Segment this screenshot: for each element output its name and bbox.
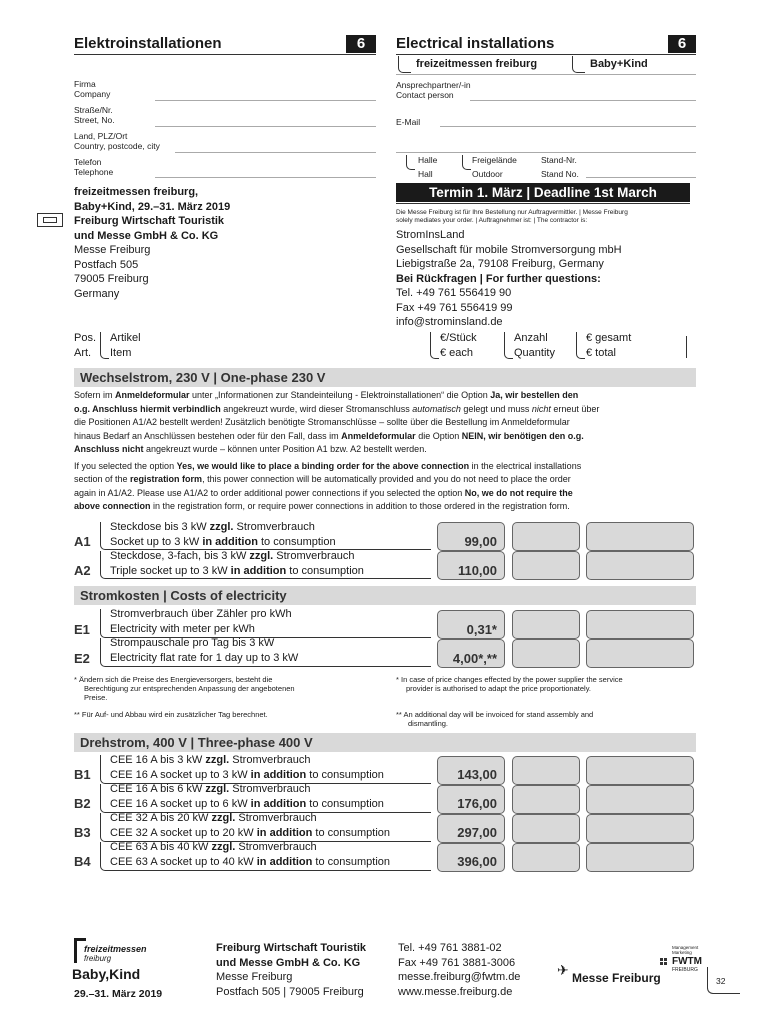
fwtm-tagline: Management Marketing — [672, 945, 699, 955]
checkbox-freizeitmessen-label: freizeitmessen freiburg — [416, 58, 538, 70]
checkbox-babykind[interactable] — [572, 56, 585, 73]
title-de: Elektroinstallationen — [74, 35, 222, 52]
deadline-banner: Termin 1. März | Deadline 1st March — [396, 183, 690, 202]
col-price: €/Stück € each — [440, 332, 477, 359]
quantity-input[interactable] — [512, 639, 580, 668]
row-price: 297,00 — [457, 825, 497, 840]
row-code: B1 — [74, 767, 91, 782]
label-hall: Halle Hall — [418, 155, 438, 179]
row-description: Strompauschale pro Tag bis 3 kW Electricity flat rate for 1 day up to 3 kW — [110, 637, 299, 664]
babykind-logo: Baby,Kind — [72, 966, 141, 982]
row-price: 143,00 — [457, 767, 497, 782]
row-description: Steckdose, 3-fach, bis 3 kW zzgl. Stromverbrauch Triple socket up to 3 kW in addition to consumption — [110, 550, 364, 577]
row-code: A2 — [74, 563, 91, 578]
footnotes-en: * In case of price changes effected by the power supplier the service provider is authorised to adapt the price proportionately. ** An additional day will be invoiced for stand assembly and dismantling. — [396, 675, 623, 728]
page-number: 32 — [716, 976, 726, 986]
header-rule-right — [396, 54, 696, 55]
footer-website-link[interactable]: www.messe.freiburg.de — [398, 985, 513, 998]
col-total: € gesamt € total — [586, 332, 632, 359]
label-firma: Firma Company — [74, 79, 111, 99]
row-description: Stromverbrauch über Zähler pro kWh Electricity with meter per kWh — [110, 608, 292, 635]
col-sep-price — [430, 332, 439, 359]
quantity-input[interactable] — [512, 756, 580, 785]
footer-email-link[interactable]: messe.freiburg@fwtm.de — [398, 971, 521, 983]
col-quantity: Anzahl Quantity — [514, 332, 555, 359]
field-stand-no[interactable] — [586, 177, 696, 178]
quantity-input[interactable] — [512, 785, 580, 814]
row-code: E1 — [74, 622, 90, 637]
total-input[interactable] — [586, 639, 694, 668]
label-stand-no: Stand-Nr. Stand No. — [541, 155, 579, 179]
checkbox-hall[interactable] — [406, 155, 415, 170]
fwtm-grid-icon — [660, 958, 668, 966]
contractor-address: StromInsLand Gesellschaft für mobile Stromversorgung mbH Liebigstraße 2a, 79108 Freiburg, Germany Bei Rückfragen | For further questions: Tel. +49 761 556419 90 Fax +49 761 556419 99 info@strominsland.de — [396, 229, 622, 328]
section-one-phase: Wechselstrom, 230 V | One-phase 230 V — [74, 368, 696, 387]
col-end — [686, 336, 687, 358]
total-input[interactable] — [586, 814, 694, 843]
label-contact: Ansprechpartner/-in Contact person — [396, 80, 471, 100]
checkbox-babykind-label: Baby+Kind — [590, 58, 648, 70]
row-description: CEE 16 A bis 6 kW zzgl. Stromverbrauch CEE 16 A socket up to 6 kW in addition to consumption — [110, 783, 384, 810]
row-price: 0,31* — [466, 622, 497, 637]
row-description: Steckdose bis 3 kW zzgl. Stromverbrauch Socket up to 3 kW in addition to consumption — [110, 521, 336, 548]
row-price: 396,00 — [457, 854, 497, 869]
contractor-note: Die Messe Freiburg ist für Ihre Bestellung nur Auftragvermittler. | Messe Freiburg solely mediates your order. | Auftragnehmer ist: | The contractor is: — [396, 209, 628, 224]
quantity-input[interactable] — [512, 843, 580, 872]
row-price: 110,00 — [457, 563, 497, 578]
deadline-rule — [396, 203, 690, 204]
messe-bird-icon: ✈ — [557, 962, 569, 978]
checkbox-outdoor[interactable] — [462, 155, 471, 170]
label-telephone: Telefon Telephone — [74, 157, 114, 177]
row-description: CEE 63 A bis 40 kW zzgl. Stromverbrauch CEE 63 A socket up to 40 kW in addition to consumption — [110, 841, 391, 868]
total-input[interactable] — [586, 756, 694, 785]
footnotes-de: * Ändern sich die Preise des Energieversorgers, besteht die Berechtigung zur entsprechenden Anpassung der angebotenen Preise. ** Für Auf- und Abbau wird ein zusätzlicher Tag berechnet. — [74, 675, 295, 719]
footer-contact: Tel. +49 761 3881-02 Fax +49 761 3881-3006 messe.freiburg@fwtm.de www.messe.freiburg.de — [398, 942, 521, 998]
footer-address: Freiburg Wirtschaft Touristik und Messe GmbH & Co. KG Messe Freiburg Postfach 505 | 79005 Freiburg — [216, 942, 367, 998]
total-input[interactable] — [586, 522, 694, 551]
row-description: CEE 16 A bis 3 kW zzgl. Stromverbrauch CEE 16 A socket up to 3 kW in addition to consumption — [110, 754, 384, 781]
col-sep-quantity — [504, 332, 513, 359]
row-code: E2 — [74, 651, 90, 666]
checkbox-freizeitmessen[interactable] — [398, 56, 411, 73]
section-electricity-costs: Stromkosten | Costs of electricity — [74, 586, 696, 605]
address-left: freizeitmessen freiburg, Baby+Kind, 29.–31. März 2019 Freiburg Wirtschaft Touristik und Messe GmbH & Co. KG Messe Freiburg Postfach 505 79005 Freiburg Germany — [74, 186, 231, 300]
header-rule-left — [74, 54, 376, 55]
col-sep-item — [100, 332, 109, 359]
quantity-input[interactable] — [512, 551, 580, 580]
field-company[interactable] — [155, 100, 376, 101]
section-number-right: 6 — [668, 35, 696, 53]
section-number-left: 6 — [346, 35, 376, 53]
label-street: Straße/Nr. Street, No. — [74, 105, 115, 125]
label-email: E-Mail — [396, 117, 421, 127]
notice-text: Sofern im Anmeldeformular unter „Informationen zur Standeinteilung - Elektroinstallationen“ die Option Ja, wir bestellen den o.g. Anschluss hiermit verbindlich angekreuzt wurde, wird dieser Stromanschluss automatisch gelegt und muss nicht erneut über die Positionen A1/A2 bestellt werden! Zusätzlich benötigte Stromanschlüsse – sollte über die Bestellung im Anmeldeformular hinaus Bedarf an Anschlüssen bestehen oder für den Fall, dass im Anmeldeformular die Option NEIN, wir benötigen den o.g. Anschluss nicht angekreuzt wurde – können unter Position A1 bzw. A2 bestellt werden. If you selected the option Yes, we would like to place a binding order for the above connection in the electrical installations section of the registration form, this power connection will be automatically provided and you do not need to place the order again in A1/A2. Please use A1/A2 to order additional power connections if you selected the option No, we do not require the above connection in the registration form, or require power connections in addition to those ordered in the registration form. — [74, 390, 600, 511]
fwtm-sub: FREIBURG — [672, 967, 698, 973]
footer-dates: 29.–31. März 2019 — [74, 988, 163, 1000]
field-telephone[interactable] — [155, 177, 376, 178]
quantity-input[interactable] — [512, 610, 580, 639]
row-description: CEE 32 A bis 20 kW zzgl. Stromverbrauch CEE 32 A socket up to 20 kW in addition to consumption — [110, 812, 391, 839]
label-outdoor: Freigelände Outdoor — [472, 155, 517, 179]
total-input[interactable] — [586, 551, 694, 580]
field-contact[interactable] — [470, 100, 696, 101]
total-input[interactable] — [586, 610, 694, 639]
row-code: A1 — [74, 534, 91, 549]
quantity-input[interactable] — [512, 522, 580, 551]
quantity-input[interactable] — [512, 814, 580, 843]
row-code: B3 — [74, 825, 91, 840]
row-price: 176,00 — [457, 796, 497, 811]
row-code: B2 — [74, 796, 91, 811]
row-price: 99,00 — [464, 534, 497, 549]
rule-top-right — [396, 74, 696, 75]
col-sep-total — [576, 332, 585, 359]
row-code: B4 — [74, 854, 91, 869]
fwtm-logo: FWTM — [672, 956, 702, 967]
row-price: 4,00*,** — [452, 651, 497, 666]
col-pos: Pos. Art. — [74, 332, 97, 359]
total-input[interactable] — [586, 785, 694, 814]
title-en: Electrical installations — [396, 35, 555, 52]
total-input[interactable] — [586, 843, 694, 872]
label-country: Land, PLZ/Ort Country, postcode, city — [74, 131, 160, 151]
field-email[interactable] — [440, 126, 696, 127]
messe-freiburg-logo: Messe Freiburg — [572, 971, 661, 985]
section-three-phase: Drehstrom, 400 V | Three-phase 400 V — [74, 733, 696, 752]
col-item: Artikel Item — [110, 332, 141, 359]
envelope-window-mark — [37, 213, 63, 227]
field-country[interactable] — [175, 152, 376, 153]
field-street[interactable] — [155, 126, 376, 127]
